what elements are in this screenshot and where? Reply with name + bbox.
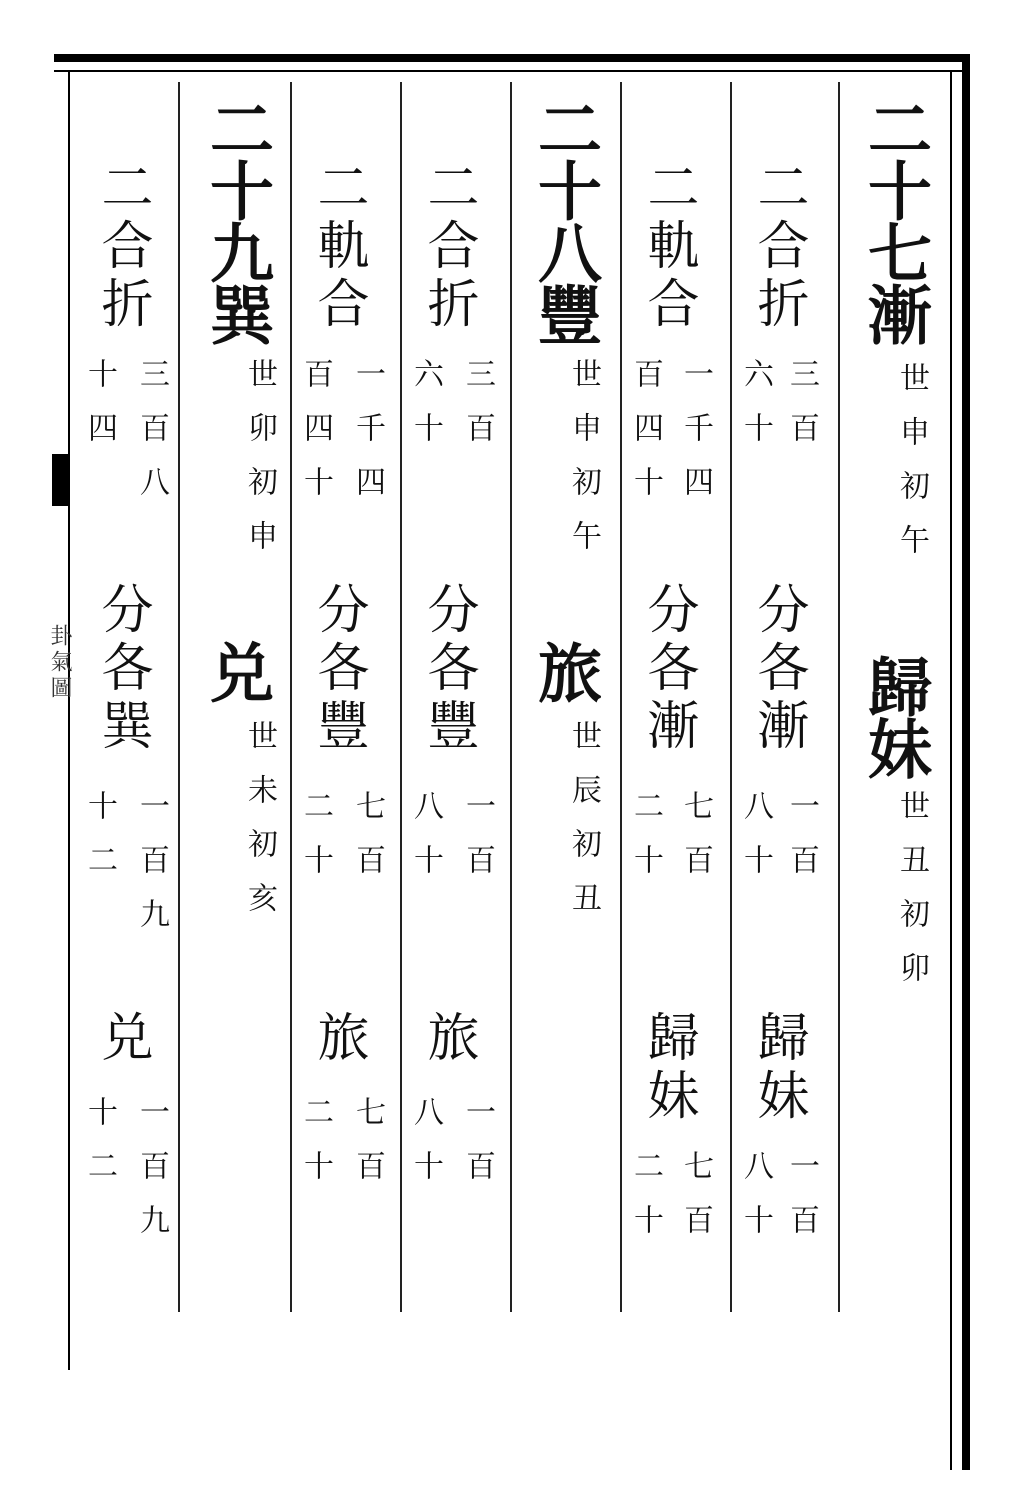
- hexagram-name: 兑: [199, 640, 274, 702]
- entry-title: 二合折: [418, 160, 478, 334]
- entry-number: 八十: [408, 790, 443, 898]
- entry-number: 一百: [460, 1096, 495, 1204]
- entry-number: 三百八: [134, 358, 169, 520]
- entry-number: 六十: [738, 358, 773, 466]
- entry-number: 一百九: [134, 1096, 169, 1258]
- section-heading: 二十九巽: [199, 96, 274, 344]
- column-divider: [620, 82, 622, 1312]
- entry-title: 兑: [92, 1010, 152, 1068]
- entry-number: 二十: [628, 790, 663, 898]
- entry-number: 十二: [82, 790, 117, 898]
- annotation: 世辰初丑: [566, 720, 601, 936]
- right-inner-border: [950, 70, 952, 1470]
- entry-title: 歸妹: [638, 1010, 698, 1126]
- entry-number: 三百: [784, 358, 819, 466]
- annotation: 世申初午: [566, 358, 601, 574]
- entry-number: 七百: [350, 790, 385, 898]
- entry-title: 旅: [418, 1010, 478, 1068]
- entry-title: 歸妹: [748, 1010, 808, 1126]
- entry-number: 一百: [460, 790, 495, 898]
- entry-number: 七百: [678, 790, 713, 898]
- entry-number: 三百: [460, 358, 495, 466]
- column-divider: [510, 82, 512, 1312]
- entry-title: 分各漸: [638, 582, 698, 756]
- section-heading: 二十八豐: [527, 96, 602, 344]
- top-border: [54, 54, 970, 62]
- entry-number: 一千四: [350, 358, 385, 520]
- entry-number: 一百: [784, 1150, 819, 1258]
- hexagram-name: 旅: [527, 640, 602, 702]
- entry-number: 六十: [408, 358, 443, 466]
- column-divider: [400, 82, 402, 1312]
- entry-number: 一百九: [134, 790, 169, 952]
- entry-title: 二合折: [748, 160, 808, 334]
- margin-block-mark: [52, 454, 70, 506]
- entry-number: 二十: [628, 1150, 663, 1258]
- entry-number: 二十: [298, 790, 333, 898]
- entry-number: 八十: [738, 790, 773, 898]
- right-border: [962, 54, 970, 1470]
- annotation: 世卯初申: [242, 358, 277, 574]
- entry-number: 十二: [82, 1096, 117, 1204]
- entry-number: 八十: [408, 1096, 443, 1204]
- annotation: 世丑初卯: [894, 790, 929, 1006]
- column-divider: [178, 82, 180, 1312]
- entry-title: 分各巽: [92, 582, 152, 756]
- entry-title: 旅: [308, 1010, 368, 1068]
- entry-title: 分各漸: [748, 582, 808, 756]
- top-inner-border: [54, 70, 966, 72]
- annotation: 世未初亥: [242, 720, 277, 936]
- entry-number: 七百: [678, 1150, 713, 1258]
- column-divider: [838, 82, 840, 1312]
- hexagram-name: 歸妹: [857, 654, 932, 778]
- section-heading: 二十七漸: [857, 96, 932, 344]
- column-divider: [290, 82, 292, 1312]
- entry-number: 一千四: [678, 358, 713, 520]
- column-divider: [730, 82, 732, 1312]
- entry-number: 二十: [298, 1096, 333, 1204]
- entry-number: 十四: [82, 358, 117, 466]
- entry-number: 百四十: [628, 358, 663, 520]
- entry-title: 二合折: [92, 160, 152, 334]
- entry-title: 二軌合: [308, 160, 368, 334]
- entry-number: 一百: [784, 790, 819, 898]
- margin-title: 卦氣圖: [47, 624, 72, 702]
- entry-number: 百四十: [298, 358, 333, 520]
- annotation: 世申初午: [894, 362, 929, 578]
- entry-title: 分各豐: [308, 582, 368, 756]
- entry-title: 分各豐: [418, 582, 478, 756]
- entry-title: 二軌合: [638, 160, 698, 334]
- entry-number: 七百: [350, 1096, 385, 1204]
- left-border: [68, 70, 70, 1370]
- entry-number: 八十: [738, 1150, 773, 1258]
